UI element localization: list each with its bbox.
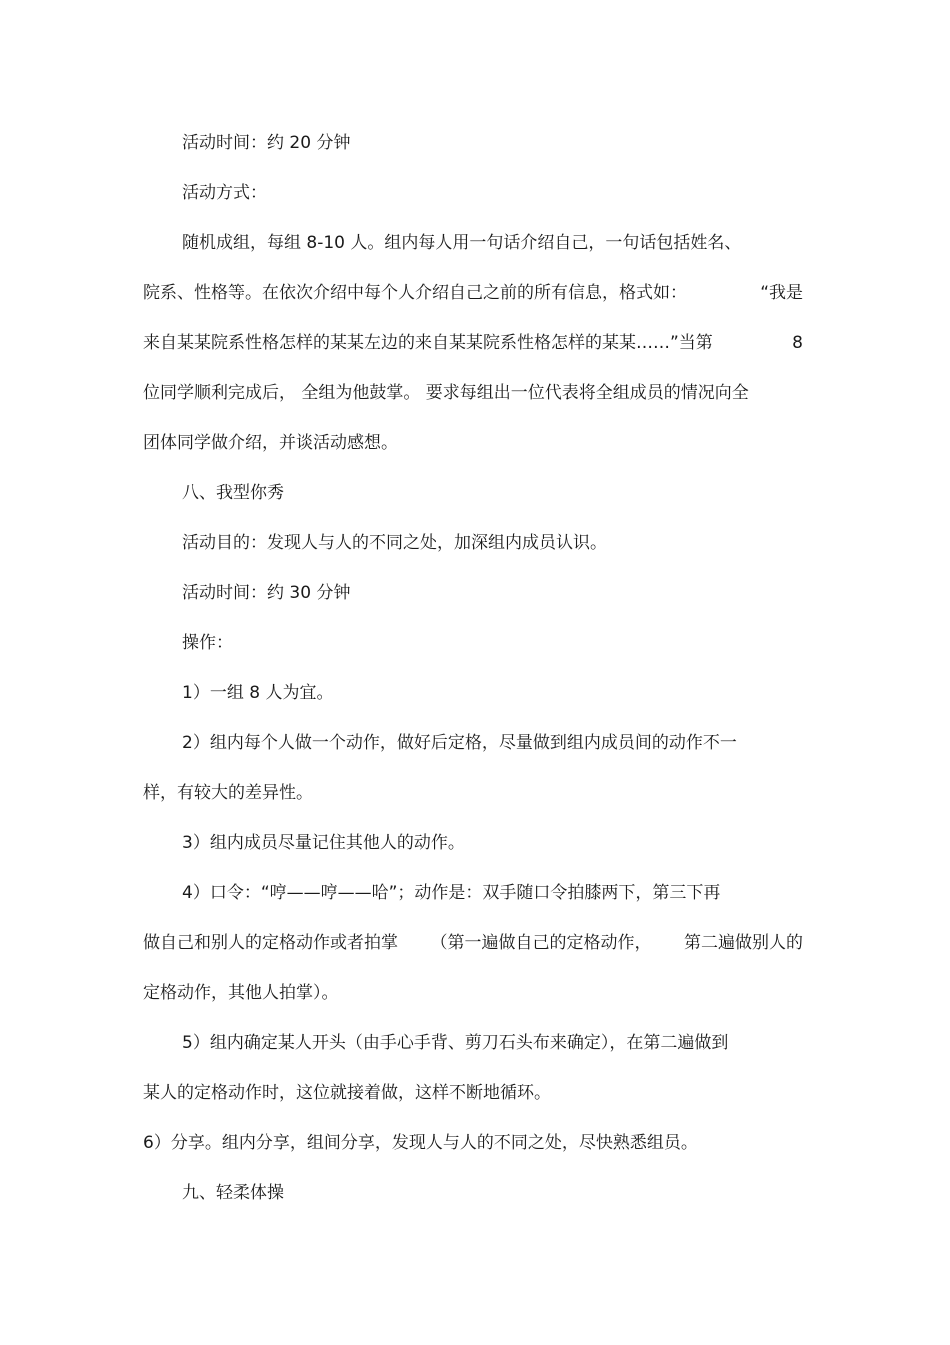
activity-purpose: 活动目的：发现人与人的不同之处，加深组内成员认识。	[182, 533, 607, 553]
section-heading-9: 九、轻柔体操	[182, 1183, 284, 1203]
step-4-part-b: （第一遍做自己的定格动作，	[430, 933, 652, 953]
step-6: 6）分享。组内分享，组间分享，发现人与人的不同之处，尽快熟悉组员。	[143, 1133, 698, 1153]
activity-method-label: 活动方式：	[182, 183, 267, 203]
step-4-end: 定格动作，其他人拍掌）。	[143, 983, 339, 1003]
step-5: 5）组内确定某人开头（由手心手背、剪刀石头布来确定），在第二遍做到	[182, 1033, 729, 1053]
paragraph-line-end: “我是	[760, 283, 803, 303]
paragraph-line: 来自某某院系性格怎样的某某左边的来自某某院系性格怎样的某某……”当第	[143, 333, 713, 353]
step-2: 2）组内每个人做一个动作，做好后定格，尽量做到组内成员间的动作不一	[182, 733, 737, 753]
paragraph-line-end: 8	[792, 333, 803, 353]
paragraph-line: 位同学顺利完成后， 全组为他鼓掌。 要求每组出一位代表将全组成员的情况向全	[143, 383, 749, 403]
step-4-part-c: 第二遍做别人的	[684, 933, 803, 953]
step-4: 4）口令：“哼——哼——哈”；动作是：双手随口令拍膝两下，第三下再	[182, 883, 721, 903]
section-heading-8: 八、我型你秀	[182, 483, 284, 503]
paragraph-line: 院系、性格等。在依次介绍中每个人介绍自己之前的所有信息，格式如：	[143, 283, 687, 303]
step-2-continued: 样，有较大的差异性。	[143, 783, 313, 803]
paragraph-line: 随机成组，每组 8-10 人。组内每人用一句话介绍自己，一句话包括姓名、	[182, 233, 742, 253]
activity-time-30min: 活动时间：约 30 分钟	[182, 583, 351, 603]
step-3: 3）组内成员尽量记住其他人的动作。	[182, 833, 465, 853]
step-4-continued	[143, 931, 803, 955]
step-4-part-a: 做自己和别人的定格动作或者拍掌	[143, 933, 398, 953]
activity-time-20min: 活动时间：约 20 分钟	[182, 133, 351, 153]
operation-label: 操作：	[182, 633, 233, 653]
step-5-continued: 某人的定格动作时，这位就接着做，这样不断地循环。	[143, 1083, 551, 1103]
step-1: 1）一组 8 人为宜。	[182, 683, 334, 703]
paragraph-line: 团体同学做介绍，并谈活动感想。	[143, 433, 398, 453]
